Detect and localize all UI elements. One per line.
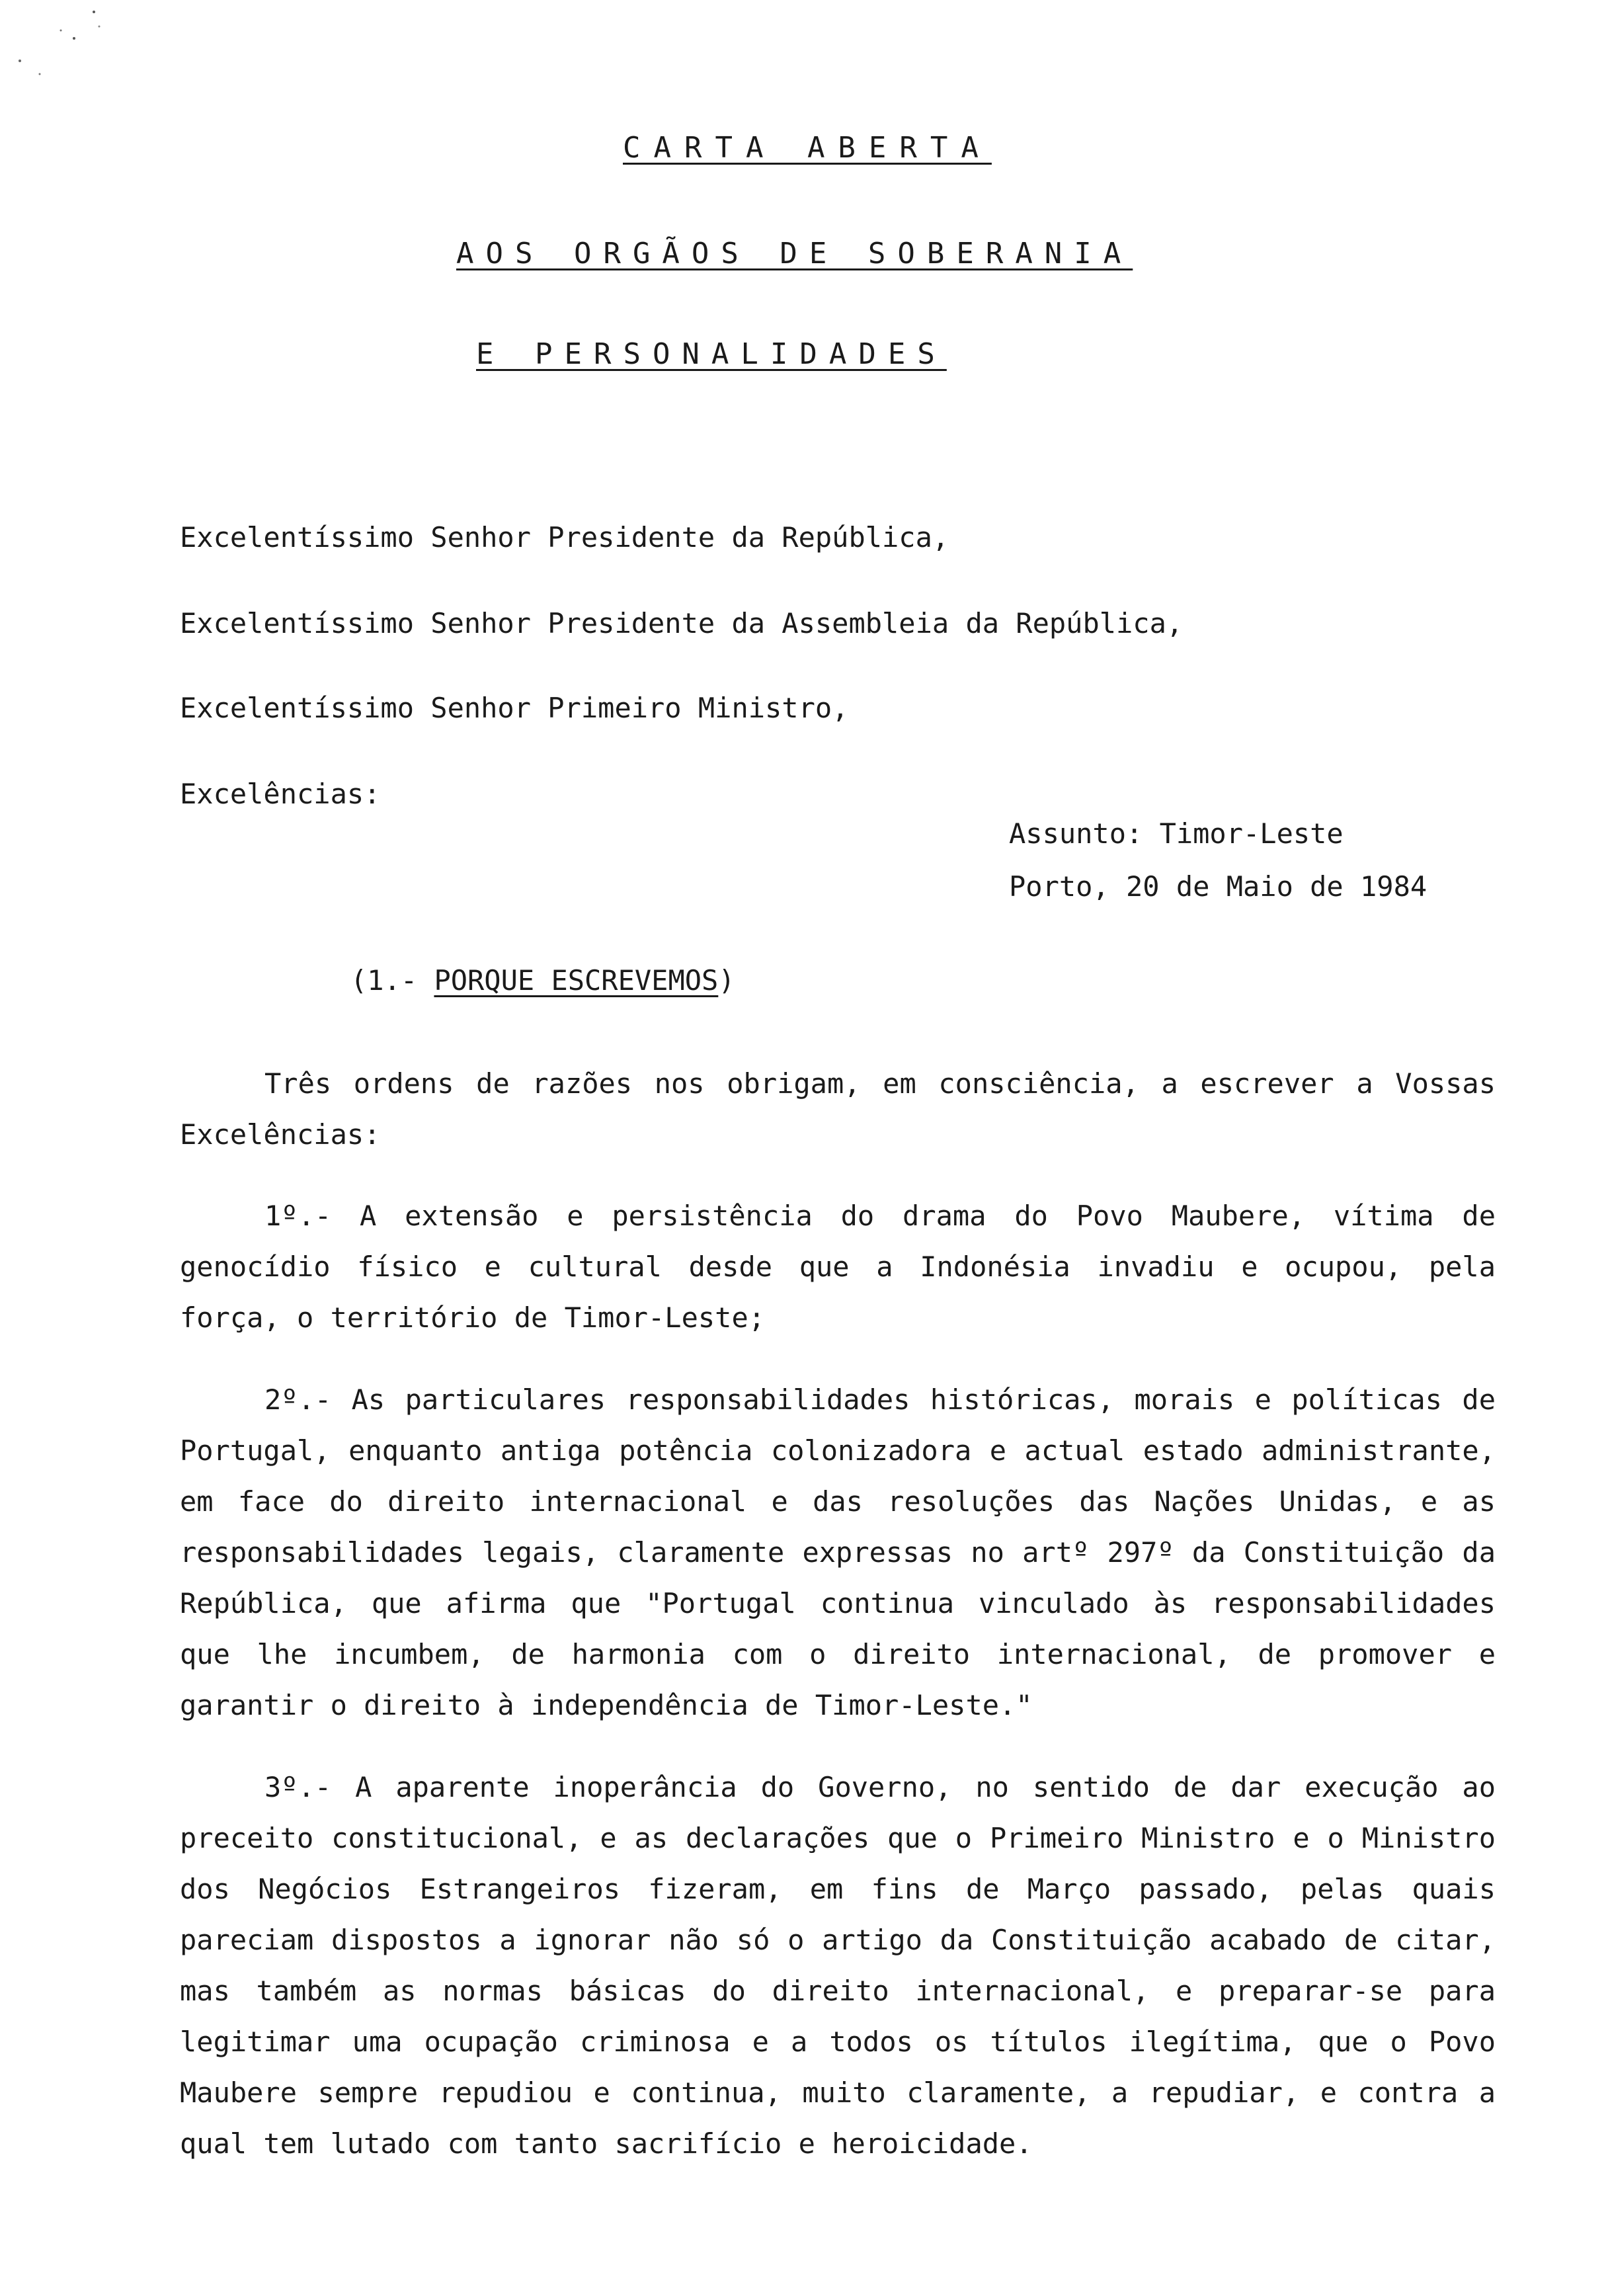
paragraph-reason-2: 2º.- As particulares responsabilidades históricas, morais e políticas de Portugal, enquanto antiga potência colonizadora e actual estado administrante, em face do direito internacional e das resoluções das Nações Unidas, e as responsabilidades legais, claramente expressas no artº 297º da Constituição da República, que afirma que "Portugal continua vinculado às responsabilidades que lhe incumbem, de harmonia com o direito internacional, de promover e garantir o direito à independência de Timor-Leste."	[180, 1383, 1496, 1721]
place-date-line: Porto, 20 de Maio de 1984	[1009, 870, 1427, 903]
section-heading-title: PORQUE ESCREVEMOS	[434, 964, 719, 997]
salutation-president-assembly: Excelentíssimo Senhor Presidente da Assembleia da República,	[180, 607, 1184, 639]
subject-line: Assunto: Timor-Leste	[1009, 817, 1344, 850]
title-line-1: CARTA ABERTA	[623, 131, 992, 165]
salutation-excellencies: Excelências:	[180, 778, 381, 810]
section-heading-close: )	[718, 964, 735, 997]
title-line-3: E PERSONALIDADES	[476, 337, 947, 371]
section-heading-open: (1.-	[350, 964, 434, 997]
paragraph-reason-3: 3º.- A aparente inoperância do Governo, no sentido de dar execução ao preceito constitucional, e as declarações que o Primeiro Ministro e o Ministro dos Negócios Estrangeiros fizeram, em fins de Março passado, pelas quais pareciam dispostos a ignorar não só o artigo da Constituição acabado de citar, mas também as normas básicas do direito internacional, e preparar-se para legitimar uma ocupação criminosa e a todos os títulos ilegítima, que o Povo Maubere sempre repudiou e continua, muito claramente, a repudiar, e contra a qual tem lutado com tanto sacrifício e heroicidade.	[180, 1771, 1496, 2160]
paragraph-reason-1: 1º.- A extensão e persistência do drama do Povo Maubere, vítima de genocídio físico e cultural desde que a Indonésia invadiu e ocupou, pela força, o território de Timor-Leste;	[180, 1200, 1496, 1334]
paragraph-intro: Três ordens de razões nos obrigam, em consciência, a escrever a Vossas Excelências:	[180, 1067, 1496, 1151]
section-heading	[350, 955, 735, 1006]
salutation-prime-minister: Excelentíssimo Senhor Primeiro Ministro,	[180, 692, 849, 724]
salutation-president-republic: Excelentíssimo Senhor Presidente da República,	[180, 521, 949, 554]
scan-specks	[0, 0, 106, 93]
title-line-2: AOS ORGÃOS DE SOBERANIA	[456, 237, 1133, 270]
